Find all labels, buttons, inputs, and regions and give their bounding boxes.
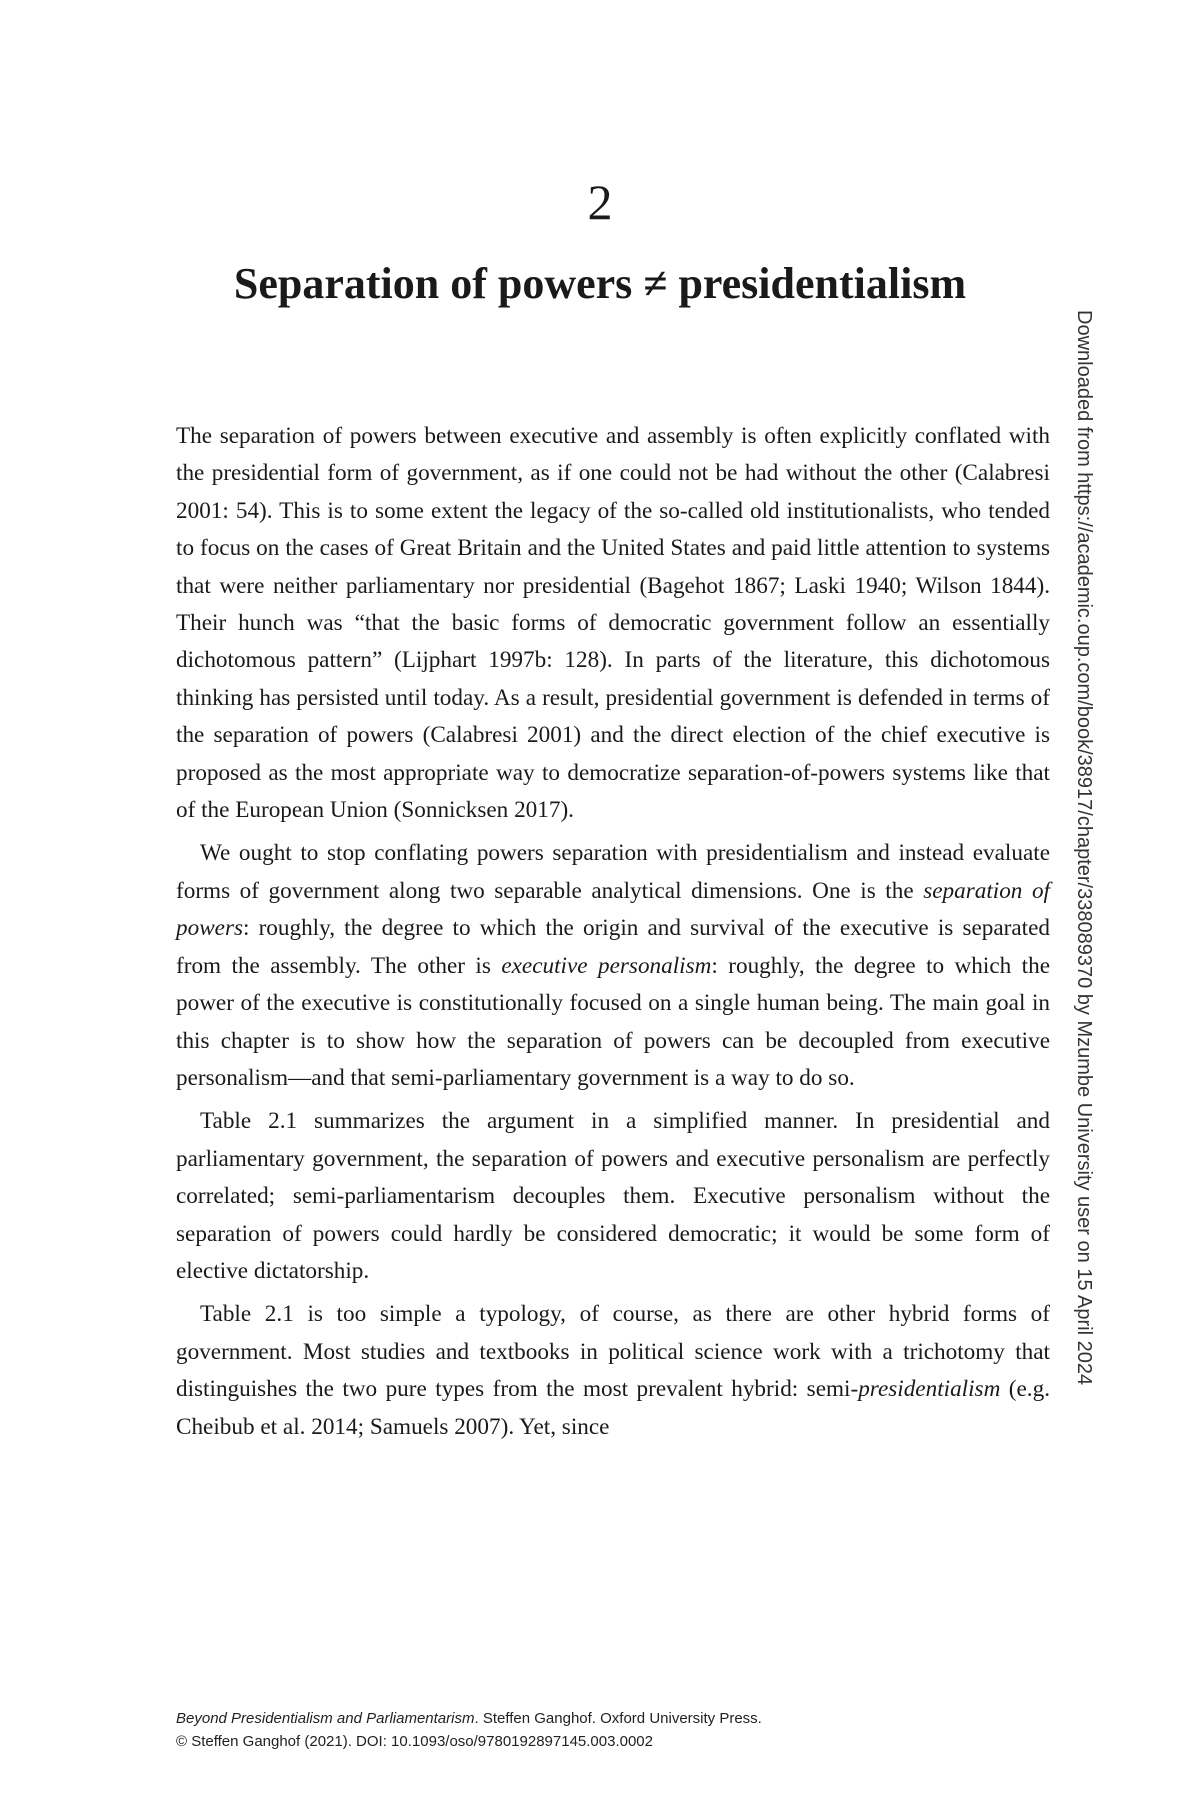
footer-publisher: . Steffen Ganghof. Oxford University Press.	[474, 1710, 762, 1727]
chapter-title: Separation of powers ≠ presidentialism	[233, 259, 967, 308]
paragraph-2-text-b: : roughly, the degree to which the origin and survival of the executive is separated from the assembly. The other is	[176, 915, 1050, 979]
footer-citation	[176, 1707, 762, 1730]
paragraph-1: The separation of powers between executive and assembly is often explicitly conflated with the presidential form of government, as if one could not be had without the other (Calabresi 2001: 54). This is to some extent the legacy of the so-called old institutionalists, who tended to focus on the cases of Great Britain and the United States and paid little attention to systems that were neither parliamentary nor presidential (Bagehot 1867; Laski 1940; Wilson 1844). Their hunch was “that the basic forms of democratic government follow an essentially dichotomous pattern” (Lijphart 1997b: 128). In parts of the literature, this dichotomous thinking has persisted until today. As a result, presidential government is defended in terms of the separation of powers (Calabresi 2001) and the direct election of the chief executive is proposed as the most appropriate way to democratize separation-of-powers systems like that of the European Union (Sonnicksen 2017).	[176, 423, 1050, 824]
paragraph-2-text-c: : roughly, the degree to which the power of the executive is constitutionally focused on a single human being. The main goal in this chapter is to show how the separation of powers can be decoupled from executive personalism—and that semi-parliamentary government is a way to do so.	[176, 952, 1050, 1091]
footer-copyright: © Steffen Ganghof (2021). DOI: 10.1093/oso/9780192897145.003.0002	[176, 1733, 653, 1750]
paragraph-4-text-b: (e.g. Cheibub et al. 2014; Samuels 2007). Yet, since	[176, 1376, 1050, 1440]
paragraph-2	[176, 835, 1050, 1097]
download-watermark: Downloaded from https://academic.oup.com/book/38917/chapter/338089370 by Mzumbe University user on 15 April 2024	[1073, 310, 1095, 1386]
chapter-body	[176, 418, 1050, 1446]
chapter-number: 2	[587, 174, 613, 230]
footer-book-title: Beyond Presidentialism and Parliamentarism	[176, 1710, 475, 1727]
paragraph-4-emphasis: presidentialism	[858, 1376, 1001, 1403]
page-footer	[176, 1707, 762, 1753]
paragraph-4-text-a: Table 2.1 is too simple a typology, of course, as there are other hybrid forms of government. Most studies and textbooks in political science work with a trichotomy that distinguishes the two pure types from the most prevalent hybrid: semi-	[176, 1301, 1050, 1403]
paragraph-2-emphasis-1: separation of powers	[176, 877, 1050, 942]
paragraph-4	[176, 1296, 1050, 1446]
paragraph-3: Table 2.1 summarizes the argument in a simplified manner. In presidential and parliamentary government, the separation of powers and executive personalism are perfectly correlated; semi-parliamentarism decouples them. Executive personalism without the separation of powers could hardly be considered democratic; it would be some form of elective dictatorship.	[176, 1108, 1050, 1284]
paragraph-2-text-a: We ought to stop conflating powers separation with presidentialism and instead evaluate forms of government along two separable analytical dimensions. One is the	[176, 840, 1050, 904]
paragraph-2-emphasis-2: executive personalism	[501, 952, 712, 979]
